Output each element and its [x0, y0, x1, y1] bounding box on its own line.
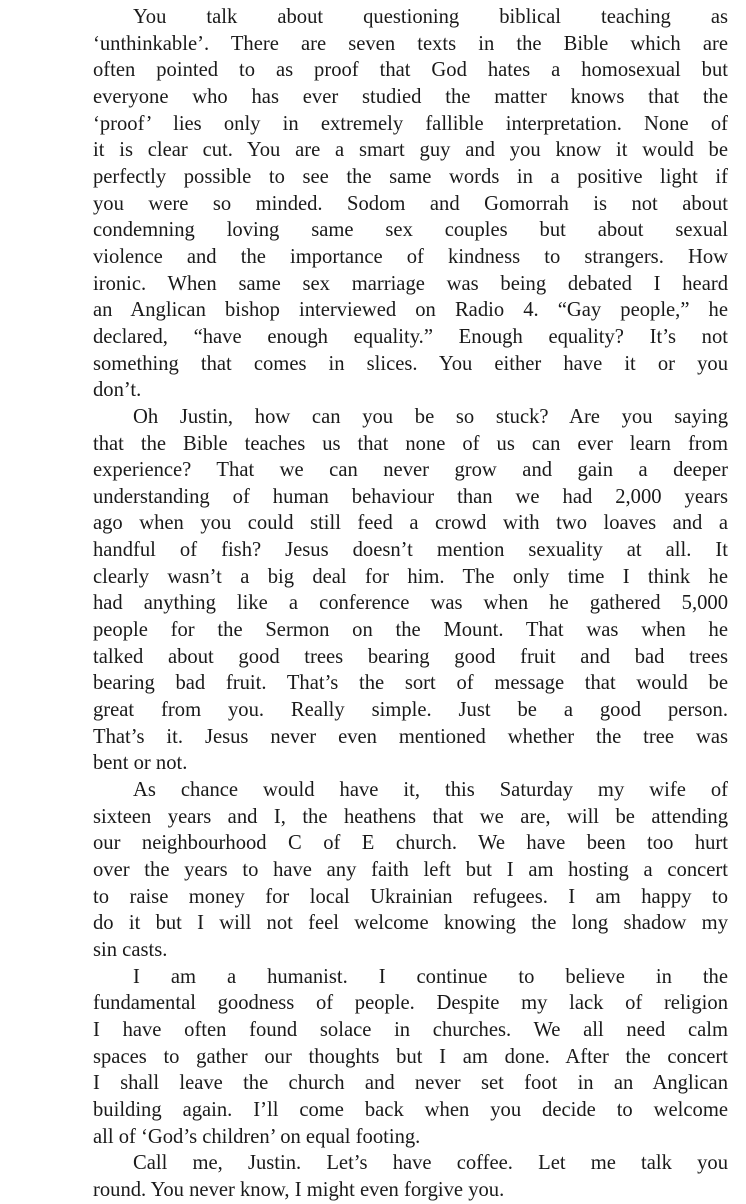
text-line: ago when you could still feed a crowd with two loaves and a [93, 512, 728, 535]
text-line: bent or not. [93, 752, 188, 775]
text-line: do it but I will not feel welcome knowing the long shadow my [93, 912, 728, 935]
text-line: don’t. [93, 379, 142, 402]
text-line: that the Bible teaches us that none of us can ever learn from [93, 432, 728, 455]
text-line: everyone who has ever studied the matter knows that the [93, 85, 728, 108]
text-line: spaces to gather our thoughts but I am done. After the concert [93, 1045, 728, 1068]
text-line: ‘unthinkable’. There are seven texts in the Bible which are [93, 32, 728, 55]
text-line: it is clear cut. You are a smart guy and you know it would be [93, 139, 728, 162]
text-line: condemning loving same sex couples but about sexual [93, 219, 728, 242]
paragraph [93, 4, 728, 404]
text-line: As chance would have it, this Saturday my wife of [133, 779, 728, 802]
text-line: I shall leave the church and never set foot in an Anglican [93, 1072, 728, 1095]
text-line: bearing bad fruit. That’s the sort of message that would be [93, 672, 728, 695]
text-line: I am a humanist. I continue to believe in the [133, 965, 728, 988]
text-line: all of ‘God’s children’ on equal footing. [93, 1125, 421, 1148]
paragraph [93, 777, 728, 964]
text-line: sin casts. [93, 938, 168, 961]
text-line: our neighbourhood C of E church. We have been too hurt [93, 832, 728, 855]
paragraph [93, 404, 728, 777]
text-line: an Anglican bishop interviewed on Radio 4. “Gay people,” he [93, 299, 728, 322]
text-line: to raise money for local Ukrainian refugees. I am happy to [93, 885, 728, 908]
paragraph [93, 1150, 728, 1203]
text-line: you were so minded. Sodom and Gomorrah is not about [93, 192, 728, 215]
text-line: ‘proof’ lies only in extremely fallible interpretation. None of [93, 112, 728, 135]
text-line: over the years to have any faith left but I am hosting a concert [93, 859, 728, 881]
text-line: great from you. Really simple. Just be a good person. [93, 699, 728, 722]
text-line: handful of fish? Jesus doesn’t mention sexuality at all. It [93, 539, 728, 562]
text-line: Call me, Justin. Let’s have coffee. Let me talk you [133, 1152, 728, 1175]
text-line: fundamental goodness of people. Despite my lack of religion [93, 992, 728, 1015]
text-line: declared, “have enough equality.” Enough equality? It’s not [93, 325, 728, 348]
text-line: clearly wasn’t a big deal for him. The only time I think he [93, 565, 728, 588]
text-line: people for the Sermon on the Mount. That was when he [93, 619, 728, 642]
text-line: experience? That we can never grow and gain a deeper [93, 459, 728, 482]
text-line: had anything like a conference was when he gathered 5,000 [93, 592, 728, 615]
text-line: something that comes in slices. You either have it or you [93, 352, 728, 375]
paragraph [93, 964, 728, 1151]
text-line: perfectly possible to see the same words in a positive light if [93, 165, 728, 188]
text-line: That’s it. Jesus never even mentioned whether the tree was [93, 725, 728, 748]
text-line: sixteen years and I, the heathens that we are, will be attending [93, 805, 728, 828]
text-line: round. You never know, I might even forgive you. [93, 1178, 505, 1201]
text-line: violence and the importance of kindness to strangers. How [93, 245, 728, 268]
text-line: often pointed to as proof that God hates a homosexual but [93, 59, 728, 82]
text-line: You talk about questioning biblical teaching as [133, 6, 728, 28]
text-line: building again. I’ll come back when you decide to welcome [93, 1098, 728, 1121]
body-text [93, 4, 728, 1204]
text-line: ironic. When same sex marriage was being debated I heard [93, 272, 728, 295]
text-line: I have often found solace in churches. We all need calm [93, 1018, 728, 1041]
text-line: talked about good trees bearing good fruit and bad trees [93, 645, 728, 668]
text-line: Oh Justin, how can you be so stuck? Are you saying [133, 405, 728, 428]
text-line: understanding of human behaviour than we had 2,000 years [93, 485, 728, 508]
